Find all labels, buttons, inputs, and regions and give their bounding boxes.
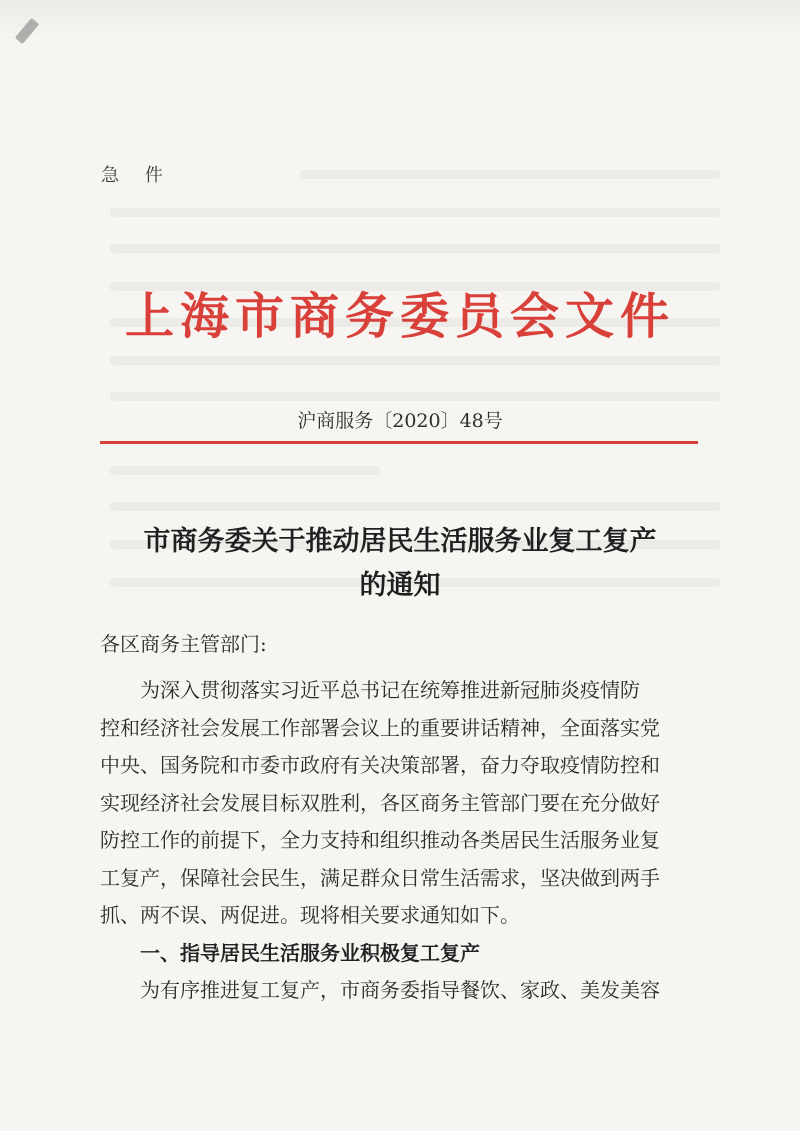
bleed-through-line [110,392,720,401]
body-line: 防控工作的前提下，全力支持和组织推动各类居民生活服务业复 [100,828,660,852]
body-line: 中央、国务院和市委市政府有关决策部署，奋力夺取疫情防控和 [100,753,660,777]
red-divider-rule [100,441,698,444]
urgency-label: 急 件 [101,165,173,186]
bleed-through-line [110,208,720,217]
bleed-through-line [110,502,720,511]
body-line: 工复产，保障社会民生，满足群众日常生活需求，坚决做到两手 [100,865,660,890]
document-number: 沪商服务〔2020〕48号 [297,410,503,432]
notice-title-line: 的通知 [359,570,441,601]
section-heading: 一、指导居民生活服务业积极复工复产 [140,940,480,965]
body-line: 抓、两不误、两促进。现将相关要求通知如下。 [100,903,520,927]
notice-title [0,520,800,608]
bleed-through-line [110,244,720,253]
bleed-through-line [300,170,720,179]
body-line: 为深入贯彻落实习近平总书记在统筹推进新冠肺炎疫情防 [140,678,640,702]
bleed-through-line [110,356,720,365]
salutation: 各区商务主管部门: [100,632,267,656]
body-line: 实现经济社会发展目标双胜利，各区商务主管部门要在充分做好 [100,790,660,815]
notice-title-line: 市商务委关于推动居民生活服务业复工复产 [143,526,657,557]
body-text [100,672,700,1010]
scan-edge-shadow [0,0,800,40]
body-line: 控和经济社会发展工作部署会议上的重要讲话精神，全面落实党 [100,715,660,740]
bleed-through-line [110,466,380,475]
body-line: 为有序推进复工复产，市商务委指导餐饮、家政、美发美容 [140,978,660,1002]
letterhead-title: 上海市商务委员会文件 [124,287,675,345]
